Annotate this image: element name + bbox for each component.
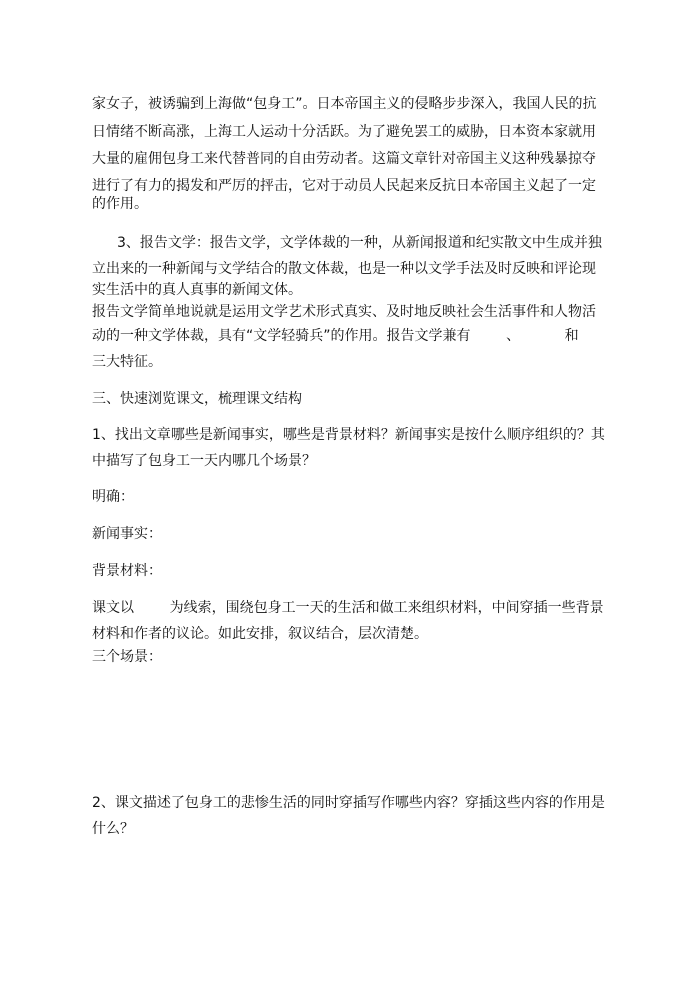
question-1-line-1: 1、找出文章哪些是新闻事实，哪些是背景材料？新闻事实是按什么顺序组织的？其 — [92, 427, 605, 443]
question-2-line-2: 什么？ — [92, 821, 134, 837]
para1-line-4: 进行了有力的揭发和严厉的抨击，它对于动员人民起来反抗日本帝国主义起了一定 — [92, 178, 596, 194]
para1-line-5: 的作用。 — [92, 196, 148, 212]
para1-line-3: 大量的雇佣包身工来代替普同的自由劳动者。这篇文章针对帝国主义这种残暴掠夺 — [92, 151, 596, 167]
question-2-line-1: 2、课文描述了包身工的悲惨生活的同时穿插写作哪些内容？穿插这些内容的作用是 — [92, 795, 605, 811]
question-1-line-2: 中描写了包身工一天内哪几个场景？ — [92, 453, 316, 469]
structure-line-2: 材料和作者的议论。如此安排，叙议结合，层次清楚。 — [92, 626, 428, 642]
background-label: 背景材料： — [92, 563, 162, 579]
para2-line-2: 立出来的一种新闻与文学结合的散文体裁，也是一种以文学手法及时反映和评论现 — [92, 261, 596, 277]
para3-line-2: 动的一种文学体裁，具有“文学轻骑兵”的作用。报告文学兼有 、 和 — [92, 328, 579, 344]
news-facts-label: 新闻事实： — [92, 526, 162, 542]
para3-line-1: 报告文学简单地说就是运用文学艺术形式真实、及时地反映社会生活事件和人物活 — [92, 304, 596, 320]
answer-label: 明确： — [92, 489, 134, 505]
para1-line-1: 家女子，被诱骗到上海做“包身工”。日本帝国主义的侵略步步深入，我国人民的抗 — [92, 96, 597, 112]
para1-line-2: 日情绪不断高涨，上海工人运动十分活跃。为了避免罢工的威胁，日本资本家就用 — [92, 124, 596, 140]
scenes-label: 三个场景： — [92, 649, 162, 665]
para2-line-1: 3、报告文学：报告文学，文学体裁的一种，从新闻报道和纪实散文中生成并独 — [117, 235, 602, 251]
structure-line-1: 课文以 为线索，围绕包身工一天的生活和做工来组织材料，中间穿插一些背景 — [92, 600, 604, 616]
para3-line-3: 三大特征。 — [92, 354, 162, 370]
para2-line-3: 实生活中的真人真事的新闻文体。 — [92, 282, 302, 298]
section-heading: 三、快速浏览课文，梳理课文结构 — [92, 391, 302, 407]
